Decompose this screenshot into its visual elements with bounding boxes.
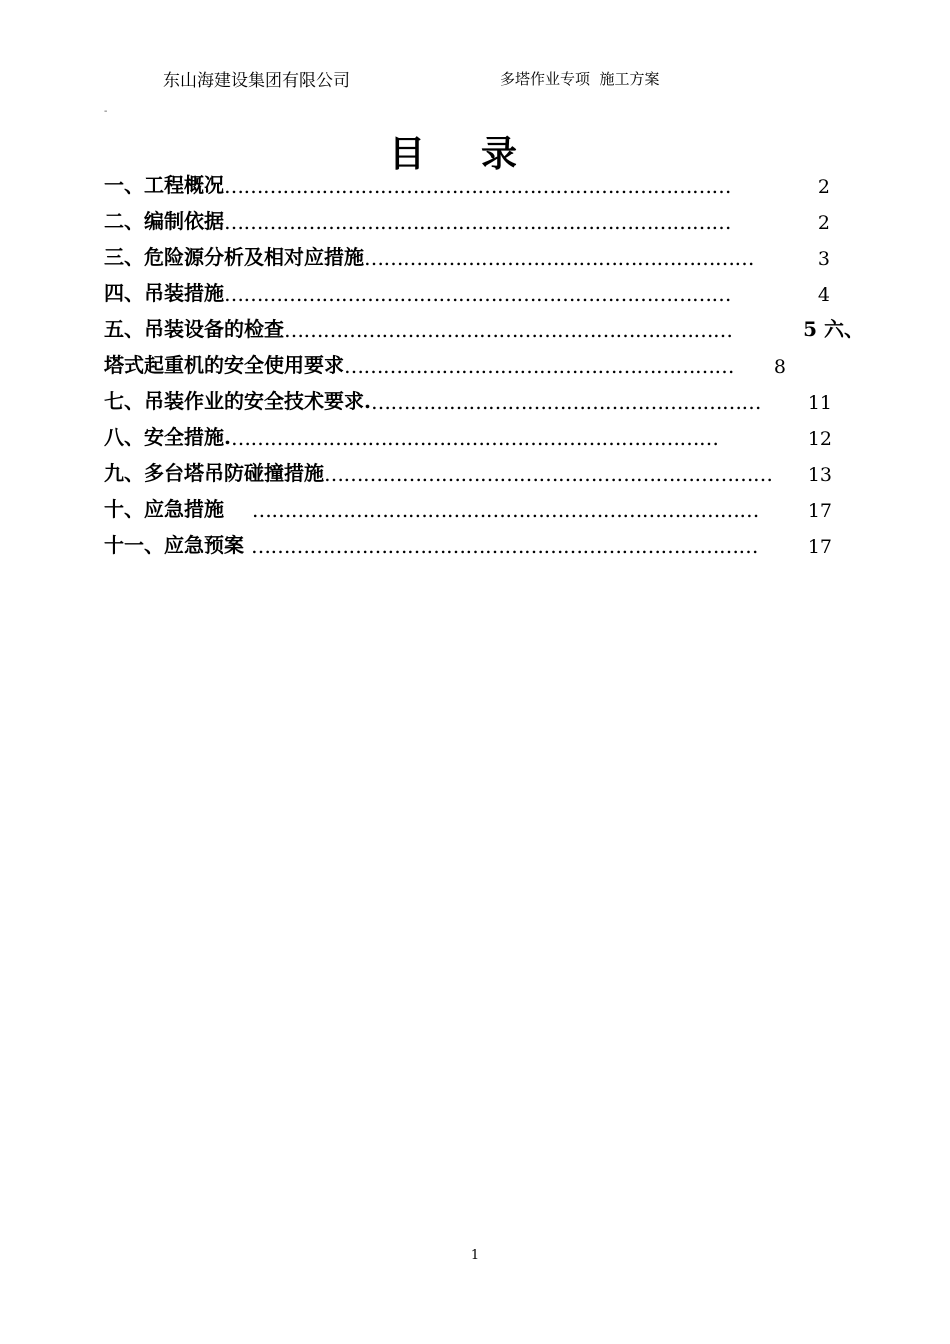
- toc-entry-6[interactable]: [104, 348, 786, 378]
- toc-entry-page: 4: [817, 284, 830, 306]
- toc-entry-page: 17: [807, 536, 832, 558]
- toc-entry-2[interactable]: [104, 204, 830, 234]
- header-doc-title: 多塔作业专项 施工方案: [500, 70, 660, 88]
- toc-entry-page: 3: [817, 248, 830, 270]
- toc-entry-page: 2: [817, 212, 830, 234]
- toc-entry-4[interactable]: [104, 276, 830, 306]
- header-company: 东山海建设集团有限公司: [163, 71, 350, 91]
- toc-entry-dots: ……………………………………………………: [364, 246, 754, 270]
- toc-entry-dots: ……………………………………………………………………: [250, 534, 758, 558]
- toc-entry-label: 一、工程概况: [104, 173, 224, 197]
- toc-entry-8[interactable]: [104, 420, 832, 450]
- toc-entry-dots: ……………………………………………………: [370, 390, 761, 414]
- toc-entry-label: 七、吊装作业的安全技术要求.: [104, 389, 371, 413]
- toc-entry-dots: ……………………………………………………………………: [224, 210, 731, 234]
- toc-entry-dots: ……………………………………………………………………: [224, 282, 731, 306]
- toc-entry-page: 11: [807, 392, 832, 414]
- toc-entry-label: 十、应急措施: [104, 497, 252, 521]
- toc-entry-7[interactable]: [104, 384, 832, 414]
- toc-entry-5[interactable]: [104, 312, 864, 342]
- toc-entry-label: 五、吊装设备的检查: [104, 317, 284, 341]
- toc-entry-page: 12: [807, 428, 832, 450]
- toc-entry-page: 2: [817, 176, 830, 198]
- toc-entry-9[interactable]: [104, 456, 832, 486]
- toc-entry-page: 17: [807, 500, 832, 522]
- toc-entry-page: 5 六、: [803, 317, 864, 341]
- toc-entry-dots: ……………………………………………………………: [284, 318, 733, 342]
- toc-entry-1[interactable]: [104, 168, 830, 198]
- toc-entry-label: 塔式起重机的安全使用要求: [104, 353, 344, 377]
- toc-entry-dots: ……………………………………………………………: [324, 462, 773, 486]
- footer-page-number: 1: [470, 1248, 480, 1263]
- toc-entry-10[interactable]: [104, 492, 832, 522]
- toc-entry-label: 八、安全措施.: [104, 425, 231, 449]
- toc-entry-label: 三、危险源分析及相对应措施: [104, 245, 364, 269]
- toc-entry-dots: ……………………………………………………………………: [224, 174, 731, 198]
- toc-entry-page: 8: [773, 356, 786, 378]
- toc-entry-11[interactable]: [104, 528, 832, 558]
- header-mark: -: [104, 106, 108, 117]
- toc-title: 目录: [388, 133, 573, 175]
- toc-entry-label: 二、编制依据: [104, 209, 224, 233]
- toc-entry-dots: ……………………………………………………………………: [251, 498, 759, 522]
- toc-entry-3[interactable]: [104, 240, 830, 270]
- toc-entry-dots: ……………………………………………………: [344, 354, 734, 378]
- toc-entry-label: 四、吊装措施: [104, 281, 224, 305]
- toc-entry-page: 13: [795, 464, 832, 486]
- toc-entry-dots: …………………………………………………………………: [230, 426, 719, 450]
- toc-entry-label: 十一、应急预案: [104, 533, 251, 557]
- toc-entry-label: 九、多台塔吊防碰撞措施: [104, 461, 324, 485]
